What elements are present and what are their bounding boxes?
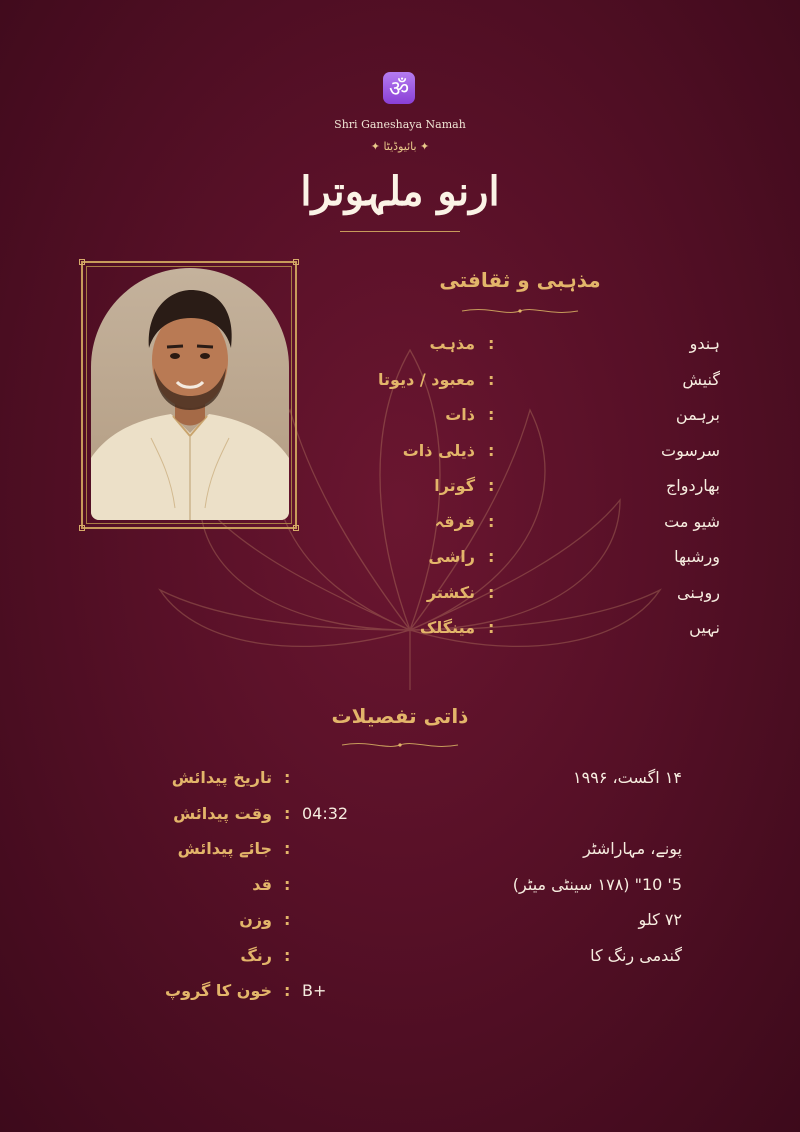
om-icon: ॐ [383, 72, 415, 104]
detail-value: B+ [302, 981, 327, 1000]
personal-section-title: ذاتی تفصیلات [331, 704, 469, 728]
detail-label: مینگلک [419, 618, 475, 637]
detail-separator: : [284, 874, 291, 894]
detail-separator: : [284, 839, 291, 858]
frame-corner [79, 259, 85, 265]
detail-label: ذیلی ذات [402, 440, 475, 460]
detail-value: نہیں [689, 618, 720, 637]
invocation-text: Shri Ganeshaya Namah [334, 118, 466, 131]
detail-label: فرقہ [434, 511, 475, 531]
detail-separator: : [284, 768, 291, 787]
frame-corner [293, 259, 299, 265]
detail-value: 5' 10" (۱۷۸ سینٹی میٹر) [512, 874, 682, 894]
detail-value: بھاردواج [665, 476, 720, 495]
detail-separator: : [488, 334, 495, 353]
detail-separator: : [284, 981, 291, 1000]
detail-value: گندمی رنگ کا [590, 945, 682, 965]
detail-value: روہنی [677, 582, 720, 602]
detail-separator: : [488, 618, 495, 637]
detail-value: گنیش [682, 369, 720, 389]
section-flourish [460, 306, 580, 316]
detail-label: تاریخ پیدائش [171, 768, 272, 787]
detail-label: معبود / دیوتا [378, 369, 475, 389]
detail-value: ۱۴ اگست، ۱۹۹۶ [573, 768, 682, 787]
detail-label: ذات [445, 405, 475, 424]
document-subtitle: ✦ بائیوڈیٹا ✦ [370, 140, 430, 153]
detail-separator: : [488, 547, 495, 566]
detail-separator: : [284, 945, 291, 965]
candidate-name: ارنو ملہوترا [300, 168, 500, 215]
detail-label: وقت پیدائش [173, 803, 272, 823]
detail-label: وزن [239, 910, 272, 929]
detail-label: رنگ [240, 945, 272, 965]
detail-separator: : [488, 582, 495, 602]
detail-value: 04:32 [302, 803, 349, 823]
detail-value: ورشبھا [674, 547, 720, 566]
religious-section-title: مذہبی و ثقافتی [439, 268, 601, 292]
detail-value: سرسوت [661, 440, 720, 460]
detail-separator: : [284, 803, 291, 823]
frame-corner [79, 525, 85, 531]
detail-value: شیو مت [664, 511, 720, 531]
detail-value: ۷۲ کلو [638, 910, 682, 929]
detail-separator: : [284, 910, 291, 929]
detail-separator: : [488, 405, 495, 424]
detail-separator: : [488, 440, 495, 460]
frame-corner [293, 525, 299, 531]
detail-separator: : [488, 511, 495, 531]
section-flourish [340, 740, 460, 750]
detail-value: برہمن [675, 405, 720, 424]
detail-label: نکشتر [426, 582, 475, 602]
detail-label: مذہب [429, 334, 475, 353]
profile-photo [91, 268, 289, 520]
detail-label: خون کا گروپ [165, 981, 272, 1000]
title-divider [340, 231, 460, 232]
detail-label: جائے پیدائش [177, 839, 272, 858]
detail-separator: : [488, 369, 495, 389]
detail-label: قد [252, 874, 272, 894]
detail-separator: : [488, 476, 495, 495]
detail-value: ہندو [689, 334, 720, 353]
detail-value: پونے، مہاراشٹر [583, 839, 682, 858]
detail-label: راشی [428, 547, 475, 566]
detail-label: گوترا [434, 476, 475, 495]
